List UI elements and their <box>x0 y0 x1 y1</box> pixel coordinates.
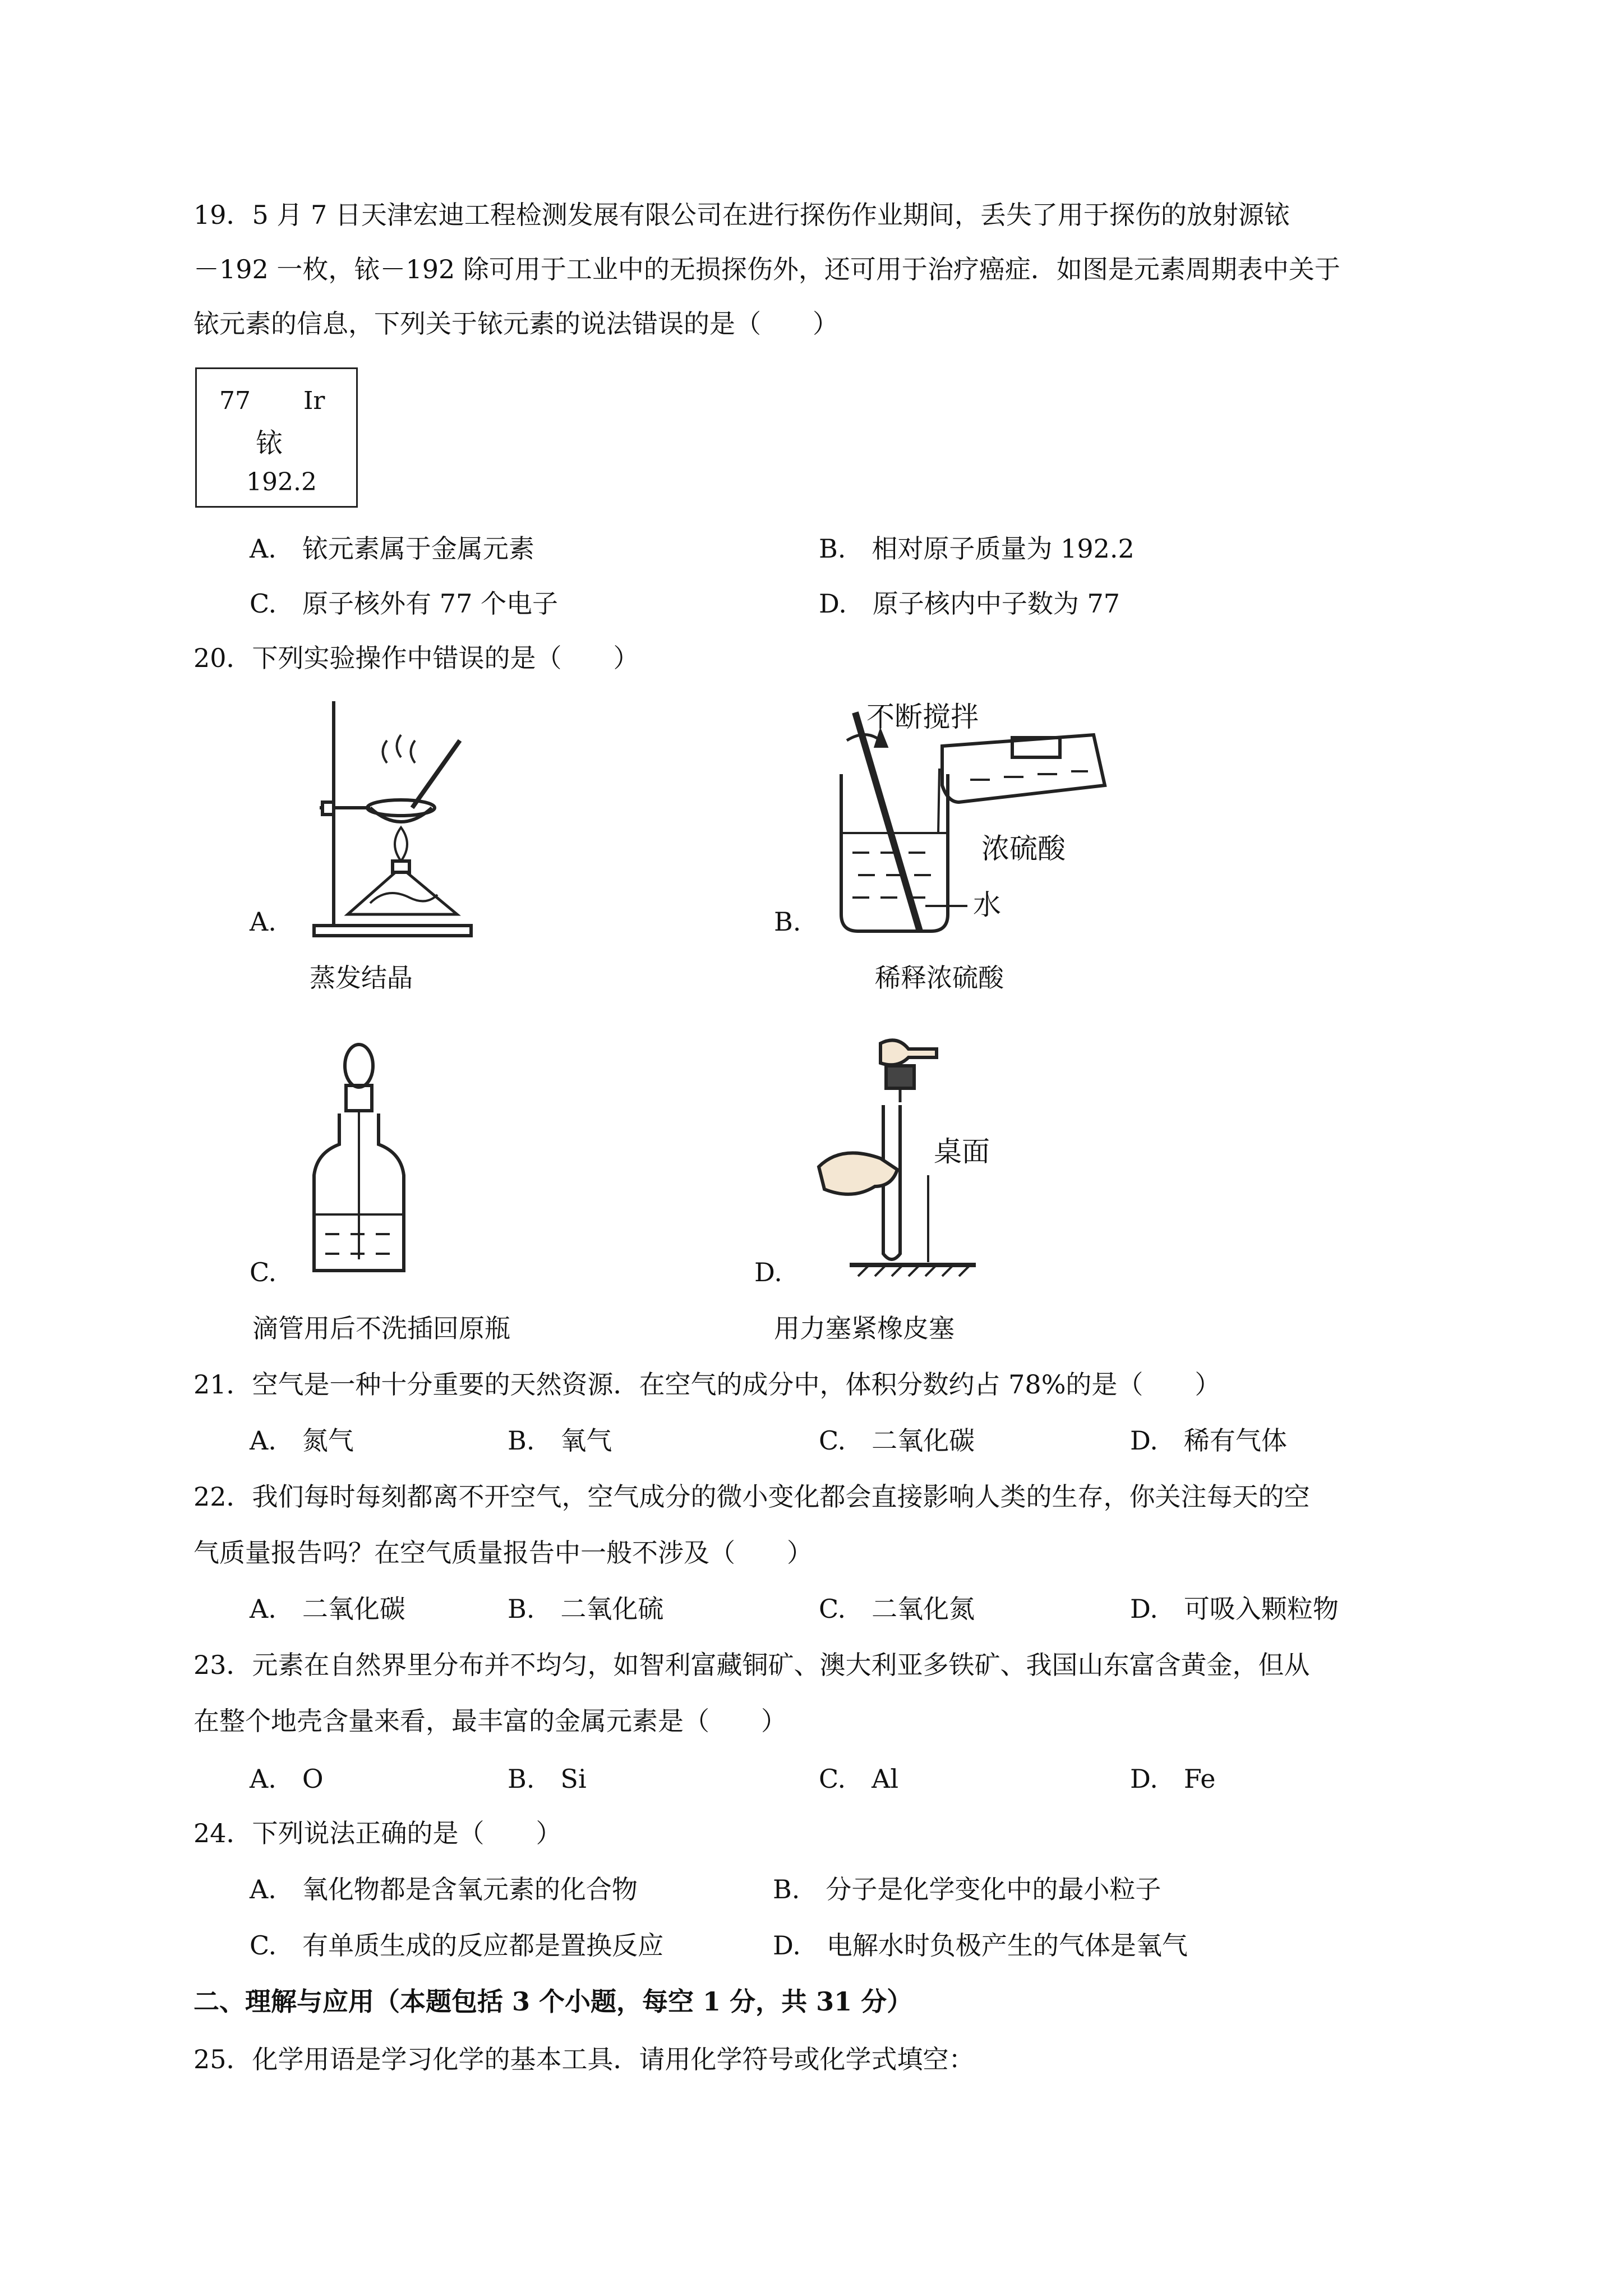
q19-option-c: C. 原子核外有 77 个电子 <box>250 588 558 619</box>
q24-stem: 24．下列说法正确的是（ ） <box>193 1818 562 1848</box>
q20-figure-b-caption: 稀释浓硫酸 <box>875 963 1004 993</box>
element-card-iridium <box>195 367 358 508</box>
q21-stem: 21．空气是一种十分重要的天然资源．在空气的成分中，体积分数约占 78%的是（ ） <box>193 1369 1221 1400</box>
q22-option-c: C. 二氧化氮 <box>819 1594 975 1624</box>
dropper-bottle-figure <box>306 1041 435 1282</box>
q20-b-label-water: 水 <box>973 889 1001 921</box>
q22-option-d: D. 可吸入颗粒物 <box>1130 1594 1339 1624</box>
q21-option-b: B. 氧气 <box>508 1425 612 1456</box>
q24-option-c: C. 有单质生成的反应都是置换反应 <box>250 1930 664 1961</box>
q19-stem-line3: 铱元素的信息，下列关于铱元素的说法错误的是（ ） <box>193 309 838 339</box>
q20-figure-d-caption: 用力塞紧橡皮塞 <box>774 1313 955 1343</box>
q21-option-d: D. 稀有气体 <box>1130 1425 1287 1456</box>
q19-option-a: A. 铱元素属于金属元素 <box>250 533 534 564</box>
q22-option-b: B. 二氧化硫 <box>508 1594 664 1624</box>
q23-option-a: A. O <box>250 1764 324 1794</box>
q23-option-c: C. Al <box>819 1764 899 1794</box>
section-heading: 二、理解与应用（本题包括 3 个小题，每空 1 分，共 31 分） <box>193 1986 913 2017</box>
q24-option-a: A. 氧化物都是含氧元素的化合物 <box>250 1874 638 1904</box>
q20-d-label-desk: 桌面 <box>934 1135 990 1168</box>
q20-figure-b-letter: B. <box>774 907 801 937</box>
q21-option-a: A. 氮气 <box>250 1425 354 1456</box>
q19-option-d: D. 原子核内中子数为 77 <box>819 588 1121 619</box>
q22-option-a: A. 二氧化碳 <box>250 1594 405 1624</box>
dilute-sulfuric-acid-figure <box>824 696 1116 942</box>
q20-b-label-stir: 不断搅拌 <box>866 701 979 733</box>
q20-stem: 20．下列实验操作中错误的是（ ） <box>193 643 639 673</box>
element-symbol: Ir <box>303 386 325 415</box>
q23-option-b: B. Si <box>508 1764 587 1794</box>
q20-b-label-acid: 浓硫酸 <box>981 832 1066 865</box>
q19-option-b: B. 相对原子质量为 192.2 <box>819 533 1135 564</box>
element-atomic-number: 77 <box>219 386 251 415</box>
q20-figure-d-letter: D. <box>754 1257 782 1287</box>
q20-figure-c-letter: C. <box>250 1257 277 1287</box>
q23-stem-line2: 在整个地壳含量来看，最丰富的金属元素是（ ） <box>193 1706 787 1736</box>
q24-option-d: D. 电解水时负极产生的气体是氧气 <box>773 1930 1188 1961</box>
q19-stem-line1: 19．5 月 7 日天津宏迪工程检测发展有限公司在进行探伤作业期间，丢失了用于探伤的放射源铱 <box>193 200 1290 230</box>
q19-stem-line2: －192 一枚，铱－192 除可用于工业中的无损探伤外，还可用于治疗癌症．如图是元素周期表中关于 <box>193 254 1340 284</box>
q22-stem-line2: 气质量报告吗？在空气质量报告中一般不涉及（ ） <box>193 1538 813 1568</box>
q20-figure-a-letter: A. <box>250 907 276 937</box>
q23-option-d: D. Fe <box>1130 1764 1216 1794</box>
q25-stem: 25．化学用语是学习化学的基本工具．请用化学符号或化学式填空： <box>193 2044 975 2074</box>
element-atomic-mass: 192.2 <box>246 468 317 496</box>
q24-option-b: B. 分子是化学变化中的最小粒子 <box>773 1874 1161 1904</box>
q20-figure-c-caption: 滴管用后不洗插回原瓶 <box>252 1313 510 1343</box>
q22-stem-line1: 22．我们每时每刻都离不开空气，空气成分的微小变化都会直接影响人类的生存，你关注每天的空 <box>193 1481 1310 1512</box>
q20-figure-a-caption: 蒸发结晶 <box>310 963 413 993</box>
q21-option-c: C. 二氧化碳 <box>819 1425 975 1456</box>
q23-stem-line1: 23．元素在自然界里分布并不均匀，如智利富藏铜矿、澳大利亚多铁矿、我国山东富含黄金，但从 <box>193 1650 1310 1680</box>
element-name: 铱 <box>256 427 283 459</box>
stopper-tube-figure <box>808 1032 993 1279</box>
evaporation-apparatus-figure <box>303 696 482 942</box>
